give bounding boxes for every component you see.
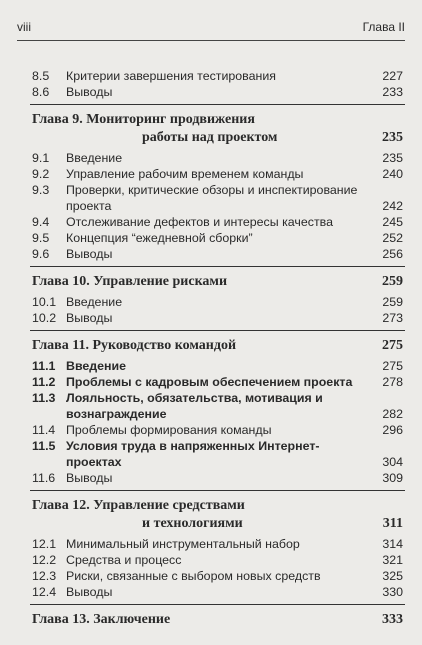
section-title: Выводы: [66, 85, 113, 99]
chapter-entry[interactable]: [32, 273, 405, 291]
toc-entry[interactable]: [32, 536, 405, 552]
chapter-title: Глава 9. Мониторинг продвижения: [32, 112, 255, 127]
section-number: 9.6: [32, 247, 50, 261]
section-title: Введение: [66, 359, 127, 373]
toc-entry[interactable]: [32, 358, 405, 374]
toc-entry[interactable]: [32, 214, 405, 230]
chapter-title: Глава 11. Руководство командой: [32, 338, 237, 353]
toc-entry[interactable]: [32, 438, 405, 470]
section-number: 11.5: [32, 439, 56, 453]
toc-entry[interactable]: [32, 166, 405, 182]
section-page-number: 233: [382, 85, 403, 99]
toc-entry[interactable]: [32, 182, 405, 214]
section-title: Выводы: [66, 247, 113, 261]
section-page-number: 245: [382, 215, 403, 229]
chapter-entry[interactable]: [32, 111, 405, 147]
chapter-page-number: 275: [382, 338, 403, 353]
section-page-number: 296: [382, 423, 403, 437]
section-number: 9.4: [32, 215, 50, 229]
section-title: Проблемы с кадровым обеспечением проекта: [66, 375, 353, 389]
section-page-number: 252: [382, 231, 403, 245]
chapter-page-number: 235: [382, 130, 403, 145]
section-number: 10.2: [32, 311, 57, 325]
section-page-number: 273: [382, 311, 403, 325]
section-title: Выводы: [66, 311, 113, 325]
section-page-number: 240: [382, 167, 403, 181]
section-title: Проверки, критические обзоры и инспектирование проекта: [66, 183, 358, 213]
section-page-number: 330: [382, 585, 403, 599]
section-page-number: 259: [382, 295, 403, 309]
toc-entry[interactable]: [32, 230, 405, 246]
section-title: Отслеживание дефектов и интересы качества: [66, 215, 333, 229]
section-divider: [30, 104, 405, 105]
section-title: Средства и процесс: [66, 553, 182, 567]
section-page-number: 309: [382, 471, 403, 485]
section-page-number: 275: [382, 359, 403, 373]
section-page-number: 325: [382, 569, 403, 583]
table-of-contents: [32, 68, 405, 632]
section-number: 9.3: [32, 183, 50, 197]
section-number: 12.1: [32, 537, 57, 551]
section-page-number: 321: [382, 553, 403, 567]
chapter-title: Глава 12. Управление средствами: [32, 498, 245, 513]
section-title: Минимальный инструментальный набор: [66, 537, 300, 551]
section-page-number: 304: [382, 455, 403, 469]
section-page-number: 227: [382, 69, 403, 83]
toc-entry[interactable]: [32, 552, 405, 568]
section-title: Критерии завершения тестирования: [66, 69, 276, 83]
section-title: Лояльность, обязательства, мотивация и вознаграждение: [66, 391, 323, 421]
toc-entry[interactable]: [32, 310, 405, 326]
section-number: 11.6: [32, 471, 56, 485]
chapter-page-number: 259: [382, 274, 403, 289]
chapter-title: Глава 13. Заключение: [32, 612, 171, 627]
section-number: 9.1: [32, 151, 50, 165]
chapter-entry[interactable]: [32, 497, 405, 533]
section-title: Управление рабочим временем команды: [66, 167, 304, 181]
section-divider: [30, 490, 405, 491]
section-title: Введение: [66, 295, 123, 309]
section-title: Выводы: [66, 471, 113, 485]
section-title: Концепция “ежедневной сборки”: [66, 231, 253, 245]
toc-entry[interactable]: [32, 568, 405, 584]
toc-entry[interactable]: [32, 84, 405, 100]
section-number: 11.4: [32, 423, 56, 437]
toc-entry[interactable]: [32, 584, 405, 600]
section-page-number: 278: [382, 375, 403, 389]
chapter-heading: Глава II: [362, 20, 405, 34]
toc-entry[interactable]: [32, 470, 405, 486]
toc-entry[interactable]: [32, 294, 405, 310]
section-number: 9.2: [32, 167, 50, 181]
section-title: Выводы: [66, 585, 113, 599]
section-page-number: 314: [382, 537, 403, 551]
section-title: Проблемы формирования команды: [66, 423, 272, 437]
section-number: 8.6: [32, 85, 50, 99]
section-number: 11.2: [32, 375, 56, 389]
toc-entry[interactable]: [32, 390, 405, 422]
chapter-entry[interactable]: [32, 337, 405, 355]
section-page-number: 235: [382, 151, 403, 165]
chapter-page-number: 311: [382, 516, 403, 531]
chapter-title-continued: работы над проектом: [142, 130, 278, 145]
section-number: 9.5: [32, 231, 50, 245]
chapter-title-continued: и технологиями: [142, 516, 243, 531]
toc-entry[interactable]: [32, 68, 405, 84]
chapter-title: Глава 10. Управление рисками: [32, 274, 228, 289]
section-number: 12.4: [32, 585, 57, 599]
section-title: Риски, связанные с выбором новых средств: [66, 569, 321, 583]
section-number: 10.1: [32, 295, 57, 309]
section-number: 12.2: [32, 553, 57, 567]
section-divider: [30, 266, 405, 267]
section-page-number: 256: [382, 247, 403, 261]
section-number: 12.3: [32, 569, 57, 583]
toc-entry[interactable]: [32, 150, 405, 166]
section-divider: [30, 330, 405, 331]
chapter-page-number: 333: [382, 612, 403, 627]
toc-entry[interactable]: [32, 374, 405, 390]
section-divider: [30, 604, 405, 605]
toc-entry[interactable]: [32, 246, 405, 262]
toc-entry[interactable]: [32, 422, 405, 438]
section-number: 8.5: [32, 69, 50, 83]
section-title: Введение: [66, 151, 123, 165]
section-page-number: 282: [382, 407, 403, 421]
section-number: 11.1: [32, 359, 56, 373]
chapter-entry[interactable]: [32, 611, 405, 629]
running-header: [17, 18, 405, 41]
section-title: Условия труда в напряженных Интернет-проектах: [66, 439, 320, 469]
page-number: viii: [17, 20, 31, 34]
section-page-number: 242: [382, 199, 403, 213]
section-number: 11.3: [32, 391, 56, 405]
